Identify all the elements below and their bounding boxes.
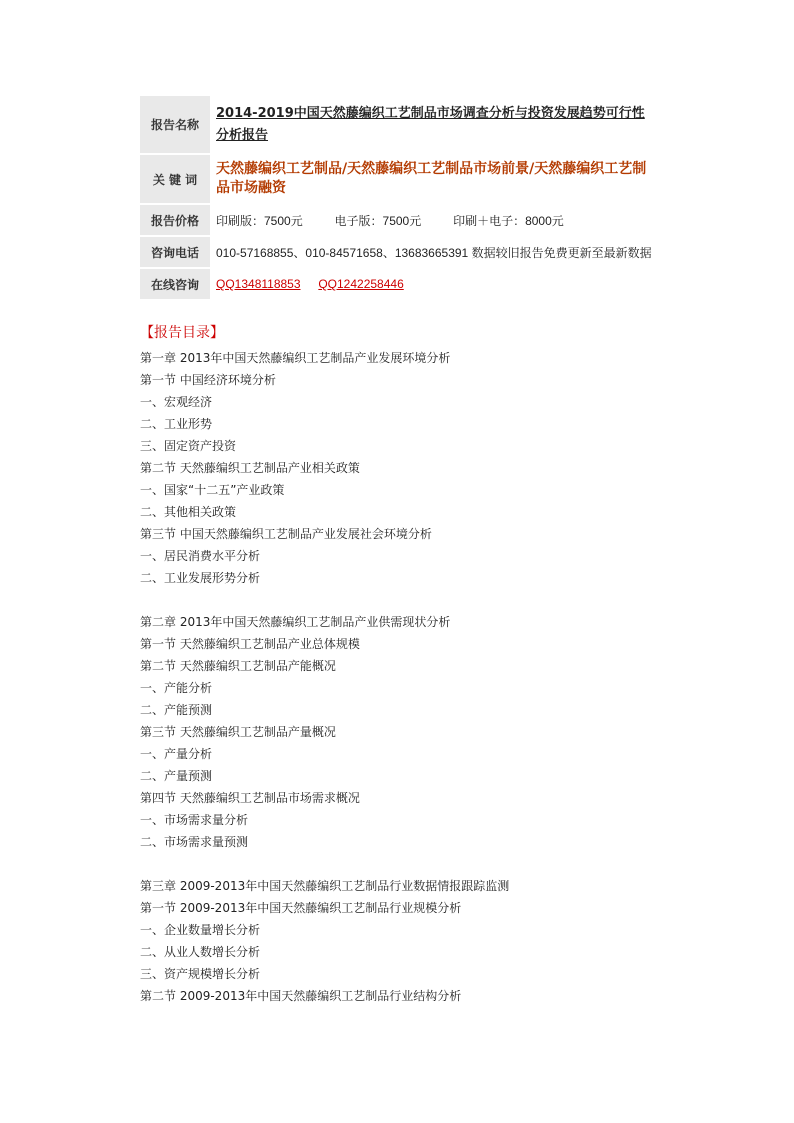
phone-row [140,236,656,268]
report-name-link[interactable]: 2014-2019中国天然藤编织工艺制品市场调查分析与投资发展趋势可行性分析报告 [216,106,645,143]
phone-value: 010-57168855、010-84571658、13683665391 数据较旧报告免费更新至最新数据 [216,245,652,260]
phone-label: 咨询电话 [140,236,210,268]
online-row [140,268,656,300]
toc-line: 二、工业形势 [140,417,213,431]
toc-line: 第二节 天然藤编织工艺制品产业相关政策 [140,461,360,475]
price-row [140,204,656,236]
toc-line: 第一章 2013年中国天然藤编织工艺制品产业发展环境分析 [140,351,451,365]
keywords-row [140,154,656,204]
qq-link-1[interactable]: QQ1348118853 [216,277,301,291]
toc-line: 第三节 天然藤编织工艺制品产量概况 [140,725,336,739]
toc-line: 一、市场需求量分析 [140,813,249,827]
online-label: 在线咨询 [140,268,210,300]
toc-line: 一、居民消费水平分析 [140,549,261,563]
keywords-label: 关 键 词 [140,154,210,204]
toc-line: 第二章 2013年中国天然藤编织工艺制品产业供需现状分析 [140,615,451,629]
toc-line: 第一节 中国经济环境分析 [140,373,276,387]
toc-line: 一、企业数量增长分析 [140,923,261,937]
toc-line: 三、资产规模增长分析 [140,967,261,981]
table-of-contents [140,347,700,1007]
toc-spacer [140,589,700,611]
toc-line: 一、产量分析 [140,747,213,761]
toc-chapter-2 [140,611,700,853]
toc-chapter-1 [140,347,700,589]
report-name-label: 报告名称 [140,96,210,154]
report-info-table [140,96,656,301]
toc-line: 二、产能预测 [140,703,213,717]
toc-line: 第一节 2009-2013年中国天然藤编织工艺制品行业规模分析 [140,901,462,915]
report-name-row [140,96,656,154]
toc-line: 第一节 天然藤编织工艺制品产业总体规模 [140,637,360,651]
price-electronic: 电子版：7500元 [334,213,422,228]
toc-line: 一、宏观经济 [140,395,213,409]
toc-heading: 【报告目录】 [140,325,224,341]
toc-line: 第二节 2009-2013年中国天然藤编织工艺制品行业结构分析 [140,989,462,1003]
toc-line: 第三章 2009-2013年中国天然藤编织工艺制品行业数据情报跟踪监测 [140,879,510,893]
toc-line: 二、市场需求量预测 [140,835,249,849]
toc-line: 二、其他相关政策 [140,505,237,519]
toc-line: 二、工业发展形势分析 [140,571,261,585]
toc-spacer [140,853,700,875]
price-label: 报告价格 [140,204,210,236]
toc-line: 一、产能分析 [140,681,213,695]
toc-line: 第四节 天然藤编织工艺制品市场需求概况 [140,791,360,805]
toc-line: 一、国家“十二五”产业政策 [140,483,285,497]
toc-line: 三、固定资产投资 [140,439,237,453]
price-print: 印刷版：7500元 [216,213,303,228]
toc-line: 二、从业人数增长分析 [140,945,261,959]
keywords-value: 天然藤编织工艺制品/天然藤编织工艺制品市场前景/天然藤编织工艺制品市场融资 [216,161,647,196]
toc-line: 第三节 中国天然藤编织工艺制品产业发展社会环境分析 [140,527,432,541]
toc-line: 第二节 天然藤编织工艺制品产能概况 [140,659,336,673]
toc-chapter-3 [140,875,700,1007]
price-both: 印刷＋电子：8000元 [453,213,564,228]
toc-line: 二、产量预测 [140,769,213,783]
qq-link-2[interactable]: QQ1242258446 [318,277,404,291]
